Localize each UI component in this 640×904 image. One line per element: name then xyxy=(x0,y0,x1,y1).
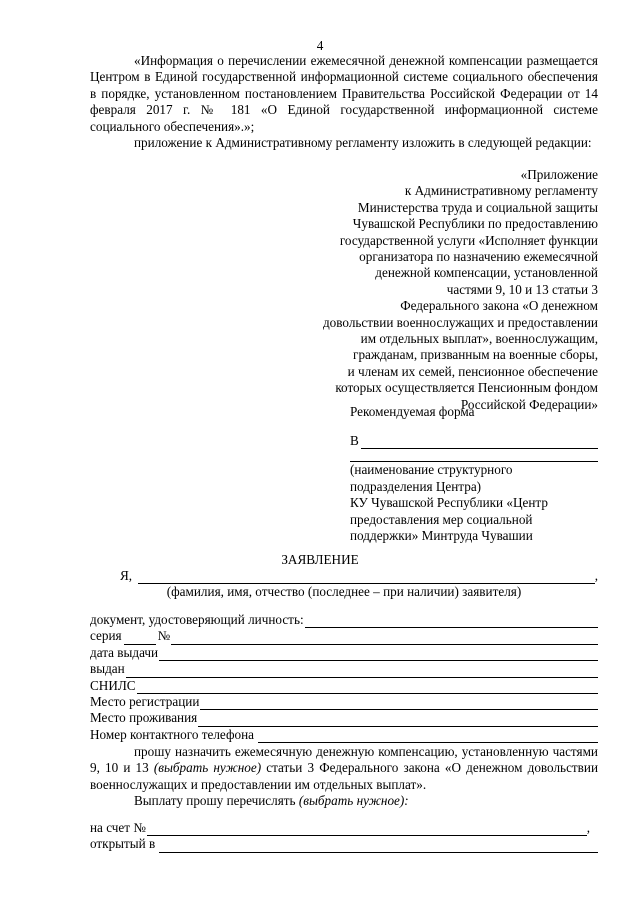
appendix-line: довольствии военнослужащих и предоставлении xyxy=(322,314,598,330)
registration-label: Место регистрации xyxy=(90,693,200,709)
doc-label: документ, удостоверяющий личность: xyxy=(90,611,304,627)
addressee-to-prefix: В xyxy=(350,433,359,448)
series-field[interactable] xyxy=(124,632,156,645)
intro-paragraph-1: «Информация о перечислении ежемесячной денежной компенсации размещается Центром в Единой государственной информационной системе социального обеспечения в порядке, установленном постановлением Правительства Российской Федерации от 14 февраля 2017 г. № 181 «О Единой государственной информационной системе социального обеспечения».»; xyxy=(90,53,598,134)
appendix-line: организатора по назначению ежемесячной xyxy=(359,249,598,265)
appendix-line: Федерального закона «О денежном xyxy=(400,298,598,314)
series-label: серия xyxy=(90,628,122,644)
residence-label: Место проживания xyxy=(90,710,198,726)
issue-date-row xyxy=(90,645,598,661)
opened-field[interactable] xyxy=(159,840,598,853)
addressee-second-line[interactable] xyxy=(350,449,598,462)
request-text-1: прошу назначить ежемесячную денежную компенсацию, установленную частями 9, 10 и 13 xyxy=(90,744,598,776)
snils-label: СНИЛС xyxy=(90,677,136,693)
applicant-name-hint: (фамилия, имя, отчество (последнее – при наличии) заявителя) xyxy=(166,584,522,599)
addressee-to-field[interactable] xyxy=(361,436,598,449)
issued-by-label: выдан xyxy=(90,661,125,677)
appendix-line: денежной компенсации, установленной xyxy=(375,265,598,281)
phone-field[interactable] xyxy=(258,730,598,743)
page-number: 4 xyxy=(316,38,324,53)
request-text-2: статьи 3 Федерального закона «О денежном довольствии военнослужащих и предоставлении им отдельных выплат». xyxy=(90,760,599,792)
opened-row xyxy=(90,836,598,852)
issue-date-label: дата выдачи xyxy=(90,644,159,660)
issue-date-field[interactable] xyxy=(159,648,598,661)
applicant-name-field[interactable] xyxy=(138,571,595,584)
appendix-header xyxy=(300,167,598,413)
payment-choose-hint: (выбрать нужное): xyxy=(298,793,409,808)
identity-fields xyxy=(90,612,598,743)
appendix-line: Министерства труда и социальной защиты xyxy=(357,199,598,215)
residence-row xyxy=(90,710,598,726)
number-label: № xyxy=(157,628,171,644)
appendix-line: государственной услуги «Исполняет функции xyxy=(339,232,598,248)
issued-by-field[interactable] xyxy=(126,665,598,678)
account-suffix: , xyxy=(586,819,590,835)
applicant-prefix: Я, xyxy=(120,567,133,583)
payment-paragraph xyxy=(90,793,598,809)
applicant-suffix: , xyxy=(594,567,598,583)
doc-row xyxy=(90,612,598,628)
snils-row xyxy=(90,678,598,694)
addressee-to-line[interactable] xyxy=(350,433,598,449)
applicant-name-row xyxy=(120,568,598,584)
form-title: ЗАЯВЛЕНИЕ xyxy=(281,552,359,567)
appendix-line: гражданам, призванным на военные сборы, xyxy=(353,347,598,363)
opened-label: открытый в xyxy=(90,836,156,852)
appendix-line: к Административному регламенту xyxy=(404,183,598,199)
account-row xyxy=(90,820,598,836)
appendix-line: которых осуществляется Пенсионным фондом xyxy=(335,380,598,396)
appendix-line: и членам их семей, пенсионное обеспечение xyxy=(347,363,598,379)
number-field[interactable] xyxy=(171,632,598,645)
series-row xyxy=(90,628,598,644)
snils-field[interactable] xyxy=(137,681,598,694)
addressee-center-line: предоставления мер социальной xyxy=(350,511,533,527)
addressee-center-line: поддержки» Минтруда Чувашии xyxy=(350,528,533,544)
appendix-line: «Приложение xyxy=(520,167,598,182)
payment-text: Выплату прошу перечислять xyxy=(134,793,296,808)
phone-label: Номер контактного телефона xyxy=(90,726,254,742)
account-field[interactable] xyxy=(147,823,587,836)
addressee-hint-line: подразделения Центра) xyxy=(350,478,482,494)
appendix-line: им отдельных выплат», военнослужащим, xyxy=(360,331,598,347)
request-paragraph xyxy=(90,744,598,793)
request-choose-hint: (выбрать нужное) xyxy=(153,760,262,776)
registration-row xyxy=(90,694,598,710)
issued-by-row xyxy=(90,661,598,677)
residence-field[interactable] xyxy=(198,714,598,727)
appendix-line: Российской Федерации» xyxy=(460,396,598,412)
registration-field[interactable] xyxy=(200,697,598,710)
intro-paragraph-2: приложение к Административному регламенту изложить в следующей редакции: xyxy=(134,135,592,150)
addressee-block xyxy=(350,433,598,544)
appendix-line: Чувашской Республики по предоставлению xyxy=(352,216,598,232)
phone-row xyxy=(90,727,598,743)
appendix-line: частями 9, 10 и 13 статьи 3 xyxy=(446,281,598,297)
addressee-center-line: КУ Чувашской Республики «Центр xyxy=(350,495,548,511)
recommended-form-label: Рекомендуемая форма xyxy=(350,404,475,419)
doc-field[interactable] xyxy=(305,615,598,628)
addressee-hint-line: (наименование структурного xyxy=(350,462,513,478)
bank-fields xyxy=(90,820,598,853)
account-label: на счет № xyxy=(90,819,146,835)
addressee-second-field[interactable] xyxy=(350,449,598,462)
